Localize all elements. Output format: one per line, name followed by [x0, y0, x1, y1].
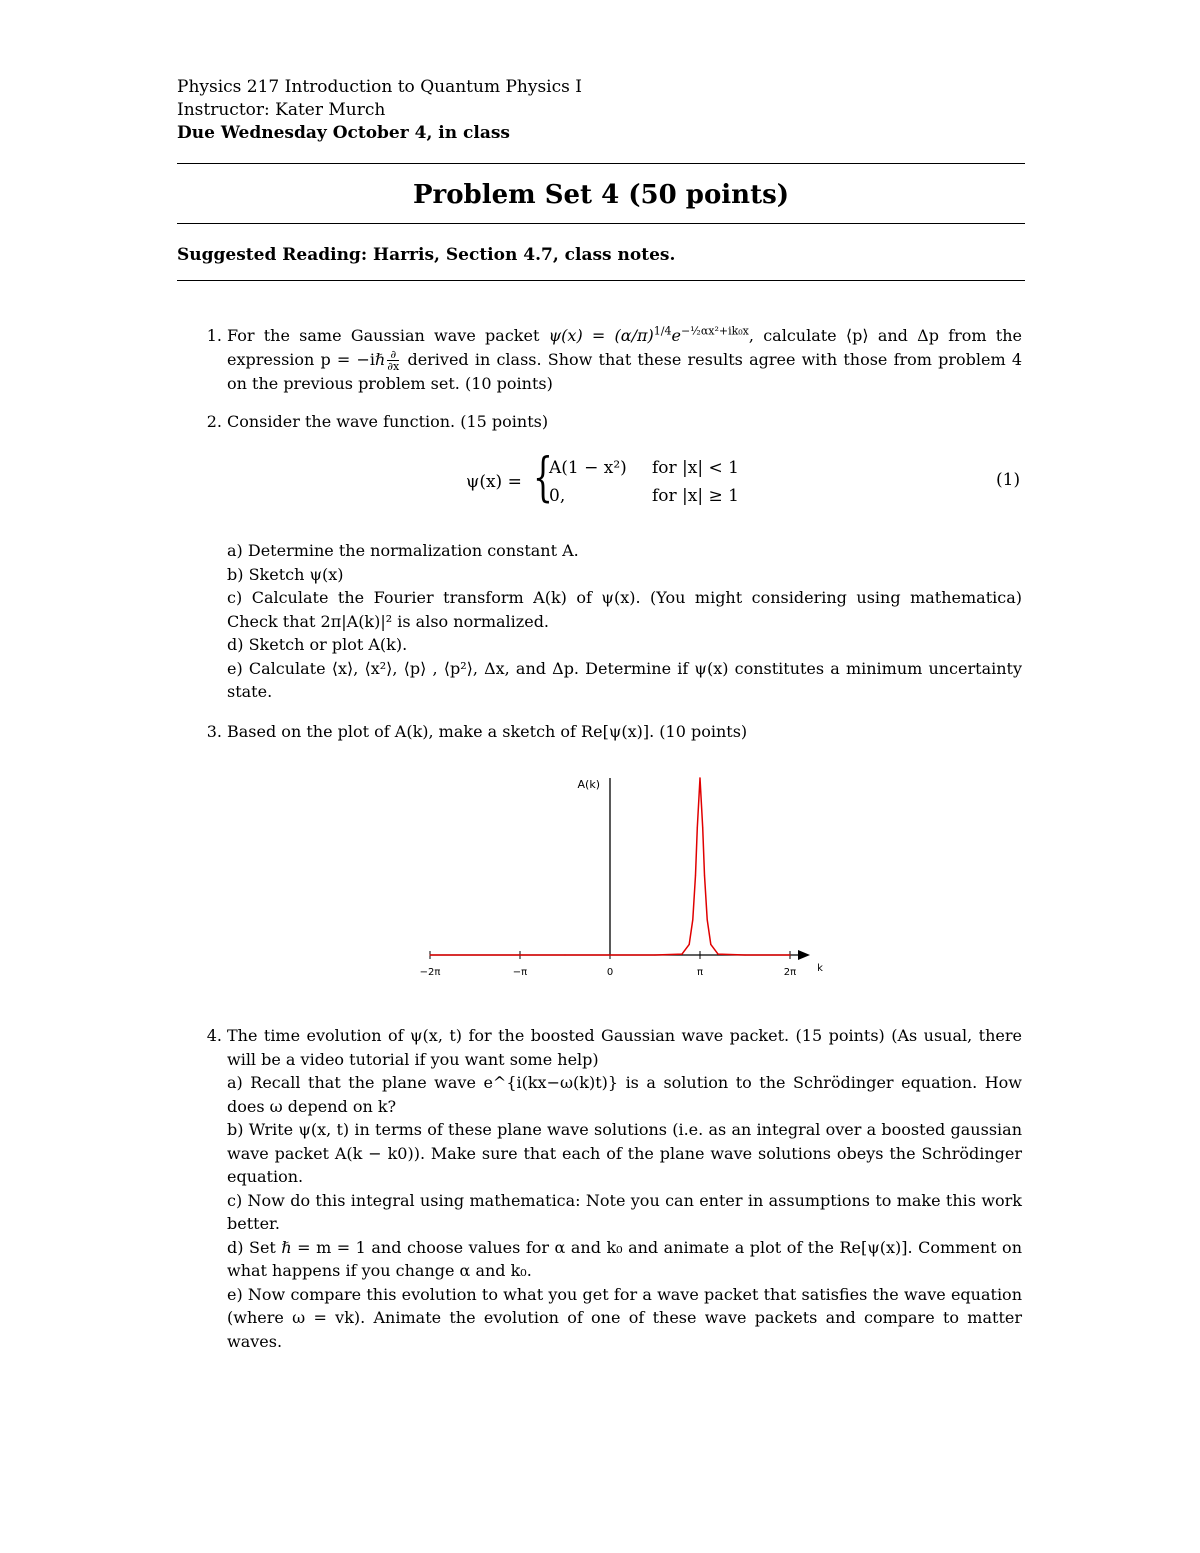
- part-c: c) Now do this integral using mathematica: Note you can enter in assumptions to make this work better.: [227, 1190, 1022, 1233]
- part-e: e) Calculate ⟨x⟩, ⟨x²⟩, ⟨p⟩ , ⟨p²⟩, Δx, and Δp. Determine if ψ(x) constitutes a minimum uncertainty state.: [227, 658, 1022, 701]
- data-point: [654, 954, 655, 955]
- part-d: d) Sketch or plot A(k).: [227, 635, 408, 654]
- problem-3: [200, 720, 1022, 744]
- x-tick-label: −2π: [419, 967, 441, 978]
- part-a: a) Determine the normalization constant A.: [227, 541, 579, 560]
- part-b: b) Write ψ(x, t) in terms of these plane wave solutions (i.e. as an integral over a boosted gaussian wave packet A(k − k0)). Make sure that each of the plane wave solutions obeys the Schrödinger equation.: [227, 1120, 1022, 1186]
- x-tick-label: 2π: [783, 967, 797, 978]
- problem-4-intro: The time evolution of ψ(x, t) for the boosted Gaussian wave packet. (15 points) (As usual, there will be a video tutorial if you want some help): [227, 1026, 1022, 1069]
- x-tick-label: −π: [512, 967, 528, 978]
- case-2-expr: 0,: [549, 486, 566, 506]
- problem-number: 4.: [206, 1026, 222, 1045]
- problem-number: 1.: [206, 326, 222, 345]
- equation-lhs: ψ(x) =: [466, 472, 522, 492]
- case-2-cond: for |x| ≥ 1: [652, 486, 739, 506]
- x-axis-arrow: [798, 950, 810, 960]
- equation-number: (1): [996, 470, 1021, 490]
- y-axis-label: A(k): [577, 778, 600, 791]
- data-point: [695, 875, 696, 876]
- data-point: [564, 954, 565, 955]
- problem-number: 2.: [206, 412, 222, 431]
- data-point: [744, 954, 745, 955]
- case-1-cond: for |x| < 1: [652, 458, 739, 478]
- data-point: [707, 919, 708, 920]
- data-point: [681, 954, 682, 955]
- cases-brace: {: [533, 448, 553, 508]
- problem-2-parts: [200, 539, 1022, 704]
- data-point: [697, 827, 698, 828]
- course-line: Physics 217 Introduction to Quantum Physics I: [177, 77, 582, 97]
- problem-1-text: For the same Gaussian wave packet $\psi(x) = (\alpha/\pi)^{1/4}e^{-\frac{1}{2}\alpha x^2+ik_0x}$, calculate ⟨p⟩ and Δp from the expression p = −iℏ $\frac{\partial}{\partial x}$ derived in class. Show that these results agree with those from problem 4 on the previous problem set. (10 points): [227, 324, 1023, 393]
- data-point: [429, 954, 430, 955]
- instructor-line: Instructor: Kater Murch: [177, 100, 386, 120]
- data-point: [710, 944, 711, 945]
- a-of-k-plot: [400, 770, 840, 985]
- data-point: [717, 954, 718, 955]
- case-1-expr: A(1 − x²): [549, 458, 627, 478]
- problem-number: 3.: [206, 722, 222, 741]
- page-title: Problem Set 4 (50 points): [412, 180, 790, 210]
- top-rule: [177, 163, 1025, 164]
- problem-1: [200, 324, 1022, 395]
- title-rule: [177, 223, 1025, 224]
- part-d: d) Set ℏ = m = 1 and choose values for α and k₀ and animate a plot of the Re[ψ(x)]. Comment on what happens if you change α and k₀.: [227, 1237, 1022, 1280]
- part-c: c) Calculate the Fourier transform A(k) of ψ(x). (You might considering using mathematica) Check that 2π|A(k)|² is also normalized.: [227, 588, 1022, 631]
- due-line: Due Wednesday October 4, in class: [177, 123, 510, 143]
- data-point: [789, 954, 790, 955]
- data-point: [689, 944, 690, 945]
- x-tick-label: 0: [606, 967, 614, 978]
- problem-2-intro: Consider the wave function. (15 points): [227, 412, 549, 431]
- partial-x-fraction: $\frac{\partial}{\partial x}$: [387, 347, 400, 373]
- x-tick-label: π: [696, 967, 704, 978]
- part-a: a) Recall that the plane wave e^{i(kx−ω(k)t)} is a solution to the Schrödinger equation. How does ω depend on k?: [227, 1073, 1022, 1116]
- data-point: [704, 875, 705, 876]
- reading-rule: [177, 280, 1025, 281]
- problem-3-text: Based on the plot of A(k), make a sketch of Re[ψ(x)]. (10 points): [227, 722, 748, 741]
- x-axis-label: k: [817, 963, 823, 974]
- problem-2: [200, 410, 1022, 434]
- problem-4: [200, 1024, 1022, 1353]
- data-point: [699, 777, 700, 778]
- part-e: e) Now compare this evolution to what you get for a wave packet that satisfies the wave equation (where ω = vk). Animate the evolution of one of these wave packets and compare to matter waves.: [227, 1284, 1022, 1351]
- part-b: b) Sketch ψ(x): [227, 564, 344, 584]
- data-point: [692, 919, 693, 920]
- suggested-reading: Suggested Reading: Harris, Section 4.7, class notes.: [177, 245, 676, 265]
- data-point: [702, 827, 703, 828]
